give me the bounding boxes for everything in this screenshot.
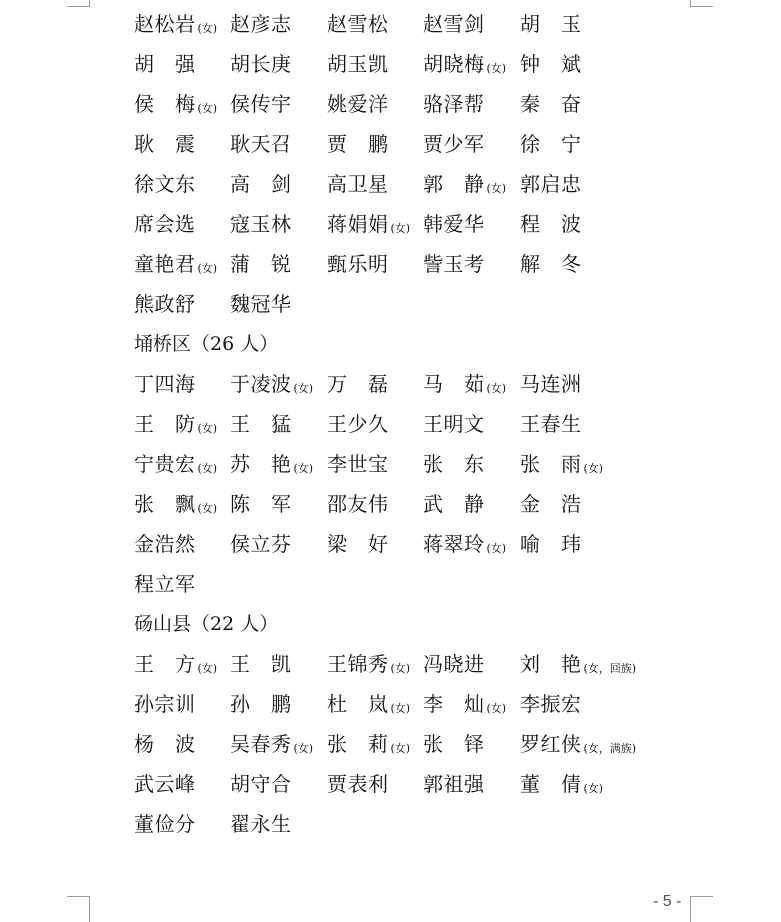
person-name: 贾表利: [327, 772, 389, 796]
person-entry: [423, 528, 506, 565]
person-name: 高卫星: [327, 172, 389, 196]
person-entry: [134, 648, 217, 685]
person-note: (女): [197, 462, 218, 475]
person-name: 王 防: [134, 412, 196, 436]
person-entry: [134, 408, 217, 445]
person-name: 武 静: [423, 492, 485, 516]
person-entry: [520, 488, 582, 520]
person-name: 王 猛: [230, 412, 292, 436]
person-name: 罗红侠: [520, 732, 582, 756]
person-note: (女): [293, 382, 314, 395]
person-note: (女): [583, 462, 604, 475]
person-entry: [327, 648, 410, 685]
person-entry: [134, 728, 196, 760]
district-heading: 埇桥区（26 人）: [134, 333, 279, 355]
person-name: 高 剑: [230, 172, 292, 196]
person-name: 秦 奋: [520, 92, 582, 116]
person-name: 胡 强: [134, 52, 196, 76]
person-entry: [134, 768, 196, 800]
person-name: 陈 军: [230, 492, 292, 516]
person-name: 苏 艳: [230, 452, 292, 476]
person-entry: [134, 168, 196, 200]
person-name: 贾 鹏: [327, 132, 389, 156]
person-entry: [327, 688, 410, 725]
person-name: 侯立芬: [230, 532, 292, 556]
person-entry: [230, 648, 292, 680]
person-entry: [327, 488, 389, 520]
name-row: [134, 248, 694, 288]
person-name: 胡晓梅: [423, 52, 485, 76]
person-name: 熊政舒: [134, 292, 196, 316]
person-note: (女): [486, 62, 507, 75]
person-name: 侯传宇: [230, 92, 292, 116]
person-name: 王少久: [327, 412, 389, 436]
person-note: (女): [486, 382, 507, 395]
person-entry: [230, 488, 292, 520]
person-name: 程立军: [134, 572, 196, 596]
person-name: 金浩然: [134, 532, 196, 556]
person-note: (女): [197, 102, 218, 115]
name-row: [134, 208, 694, 248]
person-entry: [520, 448, 603, 485]
person-entry: [423, 8, 485, 40]
person-name: 于凌波: [230, 372, 292, 396]
person-note: (女): [486, 182, 507, 195]
person-name: 赵雪松: [327, 12, 389, 36]
person-name: 翟永生: [230, 812, 292, 836]
person-name: 侯 梅: [134, 92, 196, 116]
person-entry: [520, 408, 582, 440]
person-name: 张 东: [423, 452, 485, 476]
person-name: 张 铎: [423, 732, 485, 756]
name-list: [134, 8, 694, 848]
person-note: (女，满族): [583, 742, 637, 755]
person-entry: [134, 88, 217, 125]
person-entry: [230, 688, 292, 720]
person-entry: [520, 528, 582, 560]
person-entry: [327, 88, 389, 120]
person-name: 解 冬: [520, 252, 582, 276]
person-name: 喻 玮: [520, 532, 582, 556]
person-name: 钟 斌: [520, 52, 582, 76]
person-name: 赵雪剑: [423, 12, 485, 36]
person-entry: [230, 248, 292, 280]
person-name: 徐文东: [134, 172, 196, 196]
name-row: [134, 128, 694, 168]
person-name: 万 磊: [327, 372, 389, 396]
person-entry: [423, 168, 506, 205]
person-name: 刘 艳: [520, 652, 582, 676]
person-entry: [134, 288, 196, 320]
person-note: (女): [293, 742, 314, 755]
person-note: (女): [390, 222, 411, 235]
name-row: [134, 688, 694, 728]
person-name: 董 倩: [520, 772, 582, 796]
person-name: 蒲 锐: [230, 252, 292, 276]
person-entry: [134, 448, 217, 485]
name-row: [134, 728, 694, 768]
person-name: 徐 宁: [520, 132, 582, 156]
person-entry: [520, 368, 582, 400]
person-name: 耿 震: [134, 132, 196, 156]
person-entry: [327, 168, 389, 200]
person-entry: [423, 368, 506, 405]
person-entry: [230, 208, 292, 240]
person-entry: [230, 368, 313, 405]
person-entry: [327, 528, 389, 560]
person-entry: [520, 248, 582, 280]
person-entry: [230, 408, 292, 440]
person-entry: [520, 688, 582, 720]
person-entry: [423, 768, 485, 800]
name-row: [134, 528, 694, 568]
name-row: [134, 288, 694, 328]
person-name: 张 雨: [520, 452, 582, 476]
person-name: 李世宝: [327, 452, 389, 476]
person-entry: [423, 728, 485, 760]
person-entry: [520, 128, 582, 160]
person-name: 武云峰: [134, 772, 196, 796]
person-name: 董俭分: [134, 812, 196, 836]
person-entry: [134, 528, 196, 560]
person-name: 宁贵宏: [134, 452, 196, 476]
page-number: - 5 -: [653, 893, 682, 910]
person-entry: [423, 648, 485, 680]
person-entry: [230, 768, 292, 800]
name-row: [134, 88, 694, 128]
person-entry: [520, 48, 582, 80]
person-entry: [520, 728, 636, 765]
person-name: 杨 波: [134, 732, 196, 756]
person-entry: [230, 168, 292, 200]
person-note: (女): [197, 502, 218, 515]
person-name: 孙 鹏: [230, 692, 292, 716]
person-name: 席会选: [134, 212, 196, 236]
name-row: [134, 808, 694, 848]
person-entry: [327, 248, 389, 280]
person-name: 胡长庚: [230, 52, 292, 76]
person-note: (女): [197, 662, 218, 675]
person-entry: [230, 88, 292, 120]
person-entry: [423, 48, 506, 85]
person-name: 訾玉考: [423, 252, 485, 276]
person-entry: [134, 368, 196, 400]
person-name: 耿天召: [230, 132, 292, 156]
person-name: 赵彦志: [230, 12, 292, 36]
person-entry: [423, 488, 485, 520]
person-name: 梁 好: [327, 532, 389, 556]
person-entry: [327, 368, 389, 400]
name-row: [134, 568, 694, 608]
person-entry: [327, 128, 389, 160]
name-row: [134, 448, 694, 488]
person-entry: [134, 8, 217, 45]
person-entry: [423, 408, 485, 440]
crop-mark-top-right: [690, 0, 713, 7]
person-entry: [423, 248, 485, 280]
person-note: (女): [486, 702, 507, 715]
person-entry: [327, 448, 389, 480]
person-name: 邵友伟: [327, 492, 389, 516]
person-entry: [134, 128, 196, 160]
person-entry: [423, 688, 506, 725]
person-note: (女): [197, 262, 218, 275]
person-entry: [327, 48, 389, 80]
person-entry: [423, 88, 485, 120]
person-entry: [520, 8, 582, 40]
crop-mark-bottom-left: [67, 896, 90, 922]
person-entry: [423, 208, 485, 240]
person-name: 李 灿: [423, 692, 485, 716]
person-name: 孙宗训: [134, 692, 196, 716]
person-entry: [327, 728, 410, 765]
person-note: (女，回族): [583, 662, 637, 675]
person-entry: [134, 568, 196, 600]
person-note: (女): [583, 782, 604, 795]
person-entry: [327, 768, 389, 800]
person-name: 吴春秀: [230, 732, 292, 756]
name-row: [134, 648, 694, 688]
person-entry: [520, 208, 582, 240]
person-name: 姚爱洋: [327, 92, 389, 116]
person-entry: [134, 208, 196, 240]
person-name: 寇玉林: [230, 212, 292, 236]
person-entry: [520, 88, 582, 120]
person-name: 马连洲: [520, 372, 582, 396]
crop-mark-top-left: [67, 0, 90, 7]
person-name: 金 浩: [520, 492, 582, 516]
person-name: 程 波: [520, 212, 582, 236]
person-entry: [327, 408, 389, 440]
person-name: 胡 玉: [520, 12, 582, 36]
person-entry: [230, 808, 292, 840]
person-entry: [230, 128, 292, 160]
person-name: 甄乐明: [327, 252, 389, 276]
person-name: 李振宏: [520, 692, 582, 716]
person-name: 张 莉: [327, 732, 389, 756]
person-name: 蒋娟娟: [327, 212, 389, 236]
person-entry: [230, 728, 313, 765]
district-heading: 砀山县（22 人）: [134, 613, 279, 635]
person-name: 王 方: [134, 652, 196, 676]
person-name: 郭祖强: [423, 772, 485, 796]
person-note: (女): [390, 742, 411, 755]
person-name: 韩爱华: [423, 212, 485, 236]
person-name: 郭启忠: [520, 172, 582, 196]
person-entry: [230, 288, 292, 320]
crop-mark-bottom-right: [690, 896, 713, 922]
person-entry: [520, 168, 582, 200]
person-name: 胡玉凯: [327, 52, 389, 76]
person-entry: [134, 488, 217, 525]
person-name: 王 凯: [230, 652, 292, 676]
person-entry: [134, 808, 196, 840]
person-name: 蒋翠玲: [423, 532, 485, 556]
person-note: (女): [293, 462, 314, 475]
person-entry: [520, 648, 636, 685]
person-name: 贾少军: [423, 132, 485, 156]
person-name: 骆泽帮: [423, 92, 485, 116]
person-entry: [230, 48, 292, 80]
person-name: 马 茹: [423, 372, 485, 396]
name-row: [134, 168, 694, 208]
person-name: 童艳君: [134, 252, 196, 276]
person-entry: [230, 8, 292, 40]
person-name: 赵松岩: [134, 12, 196, 36]
person-entry: [230, 448, 313, 485]
name-row: [134, 768, 694, 808]
person-entry: [327, 208, 410, 245]
name-row: [134, 8, 694, 48]
person-entry: [423, 448, 485, 480]
person-entry: [134, 248, 217, 285]
person-note: (女): [390, 662, 411, 675]
person-entry: [520, 768, 603, 805]
person-name: 王锦秀: [327, 652, 389, 676]
person-name: 杜 岚: [327, 692, 389, 716]
person-name: 张 飘: [134, 492, 196, 516]
person-name: 冯晓进: [423, 652, 485, 676]
person-name: 胡守合: [230, 772, 292, 796]
name-row: [134, 48, 694, 88]
name-row: [134, 408, 694, 448]
person-entry: [423, 128, 485, 160]
person-name: 丁四海: [134, 372, 196, 396]
person-name: 郭 静: [423, 172, 485, 196]
person-name: 魏冠华: [230, 292, 292, 316]
person-entry: [134, 48, 196, 80]
person-note: (女): [197, 22, 218, 35]
person-entry: [134, 688, 196, 720]
person-note: (女): [390, 702, 411, 715]
person-note: (女): [486, 542, 507, 555]
person-note: (女): [197, 422, 218, 435]
person-name: 王明文: [423, 412, 485, 436]
person-entry: [327, 8, 389, 40]
person-entry: [230, 528, 292, 560]
name-row: [134, 488, 694, 528]
name-row: [134, 368, 694, 408]
person-name: 王春生: [520, 412, 582, 436]
